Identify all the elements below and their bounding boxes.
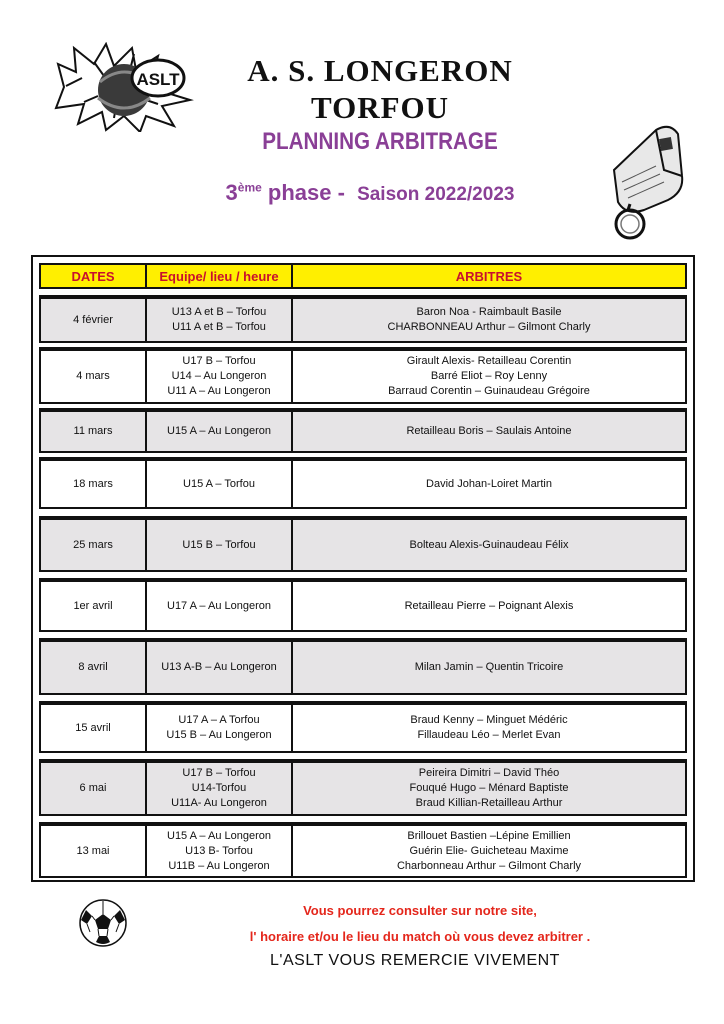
- team-line: U11 A – Au Longeron: [167, 385, 271, 397]
- team-line: U14 – Au Longeron: [171, 370, 267, 382]
- referee-line: Bolteau Alexis-Guinaudeau Félix: [409, 538, 569, 551]
- club-name-line2: TORFOU: [310, 90, 450, 125]
- table-header: [39, 263, 687, 289]
- table-row: [39, 295, 687, 343]
- referee-line: Fillaudeau Léo – Merlet Evan: [417, 729, 561, 741]
- row-referees: [293, 705, 685, 751]
- team-line: U15 A – Au Longeron: [167, 829, 271, 842]
- row-referees: [293, 763, 685, 814]
- footer-line1: Vous pourrez consulter sur notre site,: [303, 903, 537, 918]
- team-line: U17 A – A Torfou: [178, 714, 260, 726]
- referee-line: Retailleau Pierre – Poignant Alexis: [404, 599, 574, 612]
- row-date: [41, 461, 147, 507]
- phase-label: phase -: [261, 180, 352, 205]
- date-text: 15 avril: [75, 721, 111, 734]
- row-referees: [293, 412, 685, 451]
- referee-line: Milan Jamin – Quentin Tricoire: [414, 661, 564, 673]
- referee-line: Peireira Dimitri – David Théo: [418, 767, 560, 779]
- whistle-icon: [604, 120, 686, 244]
- header-dates: DATES: [41, 265, 147, 287]
- header-referees: ARBITRES: [455, 268, 523, 284]
- team-line: U15 A – Torfou: [183, 477, 255, 490]
- referee-line: Braud Kenny – Minguet Médéric: [410, 714, 568, 726]
- team-line: U13 A-B – Au Longeron: [161, 661, 277, 673]
- referee-line: Charbonneau Arthur – Gilmont Charly: [396, 859, 582, 872]
- referee-line: Barraud Corentin – Guinaudeau Grégoire: [388, 385, 590, 397]
- date-text: 8 avril: [78, 661, 108, 673]
- row-teams: [147, 582, 293, 630]
- season-label: Saison 2022/2023: [357, 184, 515, 205]
- row-teams: [147, 412, 293, 451]
- referee-line: David Johan-Loiret Martin: [426, 477, 552, 490]
- row-referees: [293, 582, 685, 630]
- table-row: [39, 457, 687, 509]
- soccer-ball-icon: [78, 898, 128, 948]
- row-teams: [147, 461, 293, 507]
- club-name-line1: A. S. LONGERON: [247, 53, 513, 88]
- row-teams: [147, 705, 293, 751]
- phase-heading: [180, 180, 560, 206]
- row-teams: [147, 763, 293, 814]
- referee-line: Baron Noa - Raimbault Basile: [416, 306, 562, 318]
- date-text: 6 mai: [79, 782, 107, 794]
- row-teams: [147, 642, 293, 693]
- row-teams: [147, 520, 293, 570]
- row-date: [41, 412, 147, 451]
- referee-line: Girault Alexis- Retailleau Corentin: [406, 355, 572, 367]
- row-date: [41, 299, 147, 341]
- row-referees: [293, 520, 685, 570]
- date-text: 4 mars: [76, 370, 110, 382]
- row-referees: [293, 826, 685, 876]
- row-date: [41, 351, 147, 402]
- date-text: 1er avril: [73, 599, 113, 612]
- row-referees: [293, 299, 685, 341]
- phase-number: 3: [225, 180, 238, 205]
- row-referees: [293, 642, 685, 693]
- referee-line: Brillouet Bastien –Lépine Emillien: [407, 829, 571, 842]
- table-row: [39, 638, 687, 695]
- date-text: 18 mars: [73, 477, 113, 490]
- referee-line: CHARBONNEAU Arthur – Gilmont Charly: [387, 321, 591, 333]
- row-teams: [147, 826, 293, 876]
- table-row: [39, 701, 687, 753]
- team-line: U17 A – Au Longeron: [167, 599, 271, 612]
- refereeing-table: [31, 255, 695, 882]
- referee-line: Braud Killian-Retailleau Arthur: [415, 797, 563, 809]
- date-text: 13 mai: [76, 844, 110, 857]
- team-line: U15 A – Au Longeron: [167, 425, 271, 437]
- team-line: U17 B – Torfou: [182, 767, 256, 779]
- planning-title: PLANNING ARBITRAGE: [262, 128, 498, 155]
- team-line: U15 B – Torfou: [182, 538, 256, 551]
- referee-line: Retailleau Boris – Saulais Antoine: [406, 425, 572, 437]
- phase-sup: ème: [237, 180, 262, 195]
- row-referees: [293, 461, 685, 507]
- footer-thanks: L'ASLT VOUS REMERCIE VIVEMENT: [270, 952, 560, 969]
- date-text: 11 mars: [73, 425, 113, 437]
- row-teams: [147, 351, 293, 402]
- team-line: U11 A et B – Torfou: [172, 321, 266, 333]
- row-referees: [293, 351, 685, 402]
- team-line: U11B – Au Longeron: [168, 859, 270, 872]
- row-date: [41, 642, 147, 693]
- table-row: [39, 516, 687, 572]
- row-date: [41, 763, 147, 814]
- team-line: U17 B – Torfou: [182, 355, 256, 367]
- team-line: U14-Torfou: [191, 782, 247, 794]
- row-teams: [147, 299, 293, 341]
- referee-line: Barré Eliot – Roy Lenny: [430, 370, 548, 382]
- row-date: [41, 582, 147, 630]
- referee-line: Guérin Elie- Guicheteau Maxime: [409, 844, 569, 857]
- team-line: U13 B- Torfou: [185, 844, 253, 857]
- footer-line2: l' horaire et/ou le lieu du match où vous devez arbitrer .: [249, 929, 591, 944]
- referee-line: Fouqué Hugo – Ménard Baptiste: [409, 782, 569, 794]
- header-team: Equipe/ lieu / heure: [147, 265, 293, 287]
- row-date: [41, 705, 147, 751]
- team-line: U13 A et B – Torfou: [171, 306, 267, 318]
- club-logo-icon: [54, 42, 200, 132]
- row-date: [41, 520, 147, 570]
- club-logo-text: ASLT: [136, 70, 180, 89]
- team-line: U15 B – Au Longeron: [166, 729, 272, 741]
- table-row: [39, 408, 687, 453]
- table-row: [39, 578, 687, 632]
- date-text: 25 mars: [73, 538, 113, 551]
- team-line: U11A- Au Longeron: [171, 797, 267, 809]
- row-date: [41, 826, 147, 876]
- table-row: [39, 822, 687, 878]
- table-row: [39, 347, 687, 404]
- date-text: 4 février: [73, 313, 113, 326]
- table-row: [39, 759, 687, 816]
